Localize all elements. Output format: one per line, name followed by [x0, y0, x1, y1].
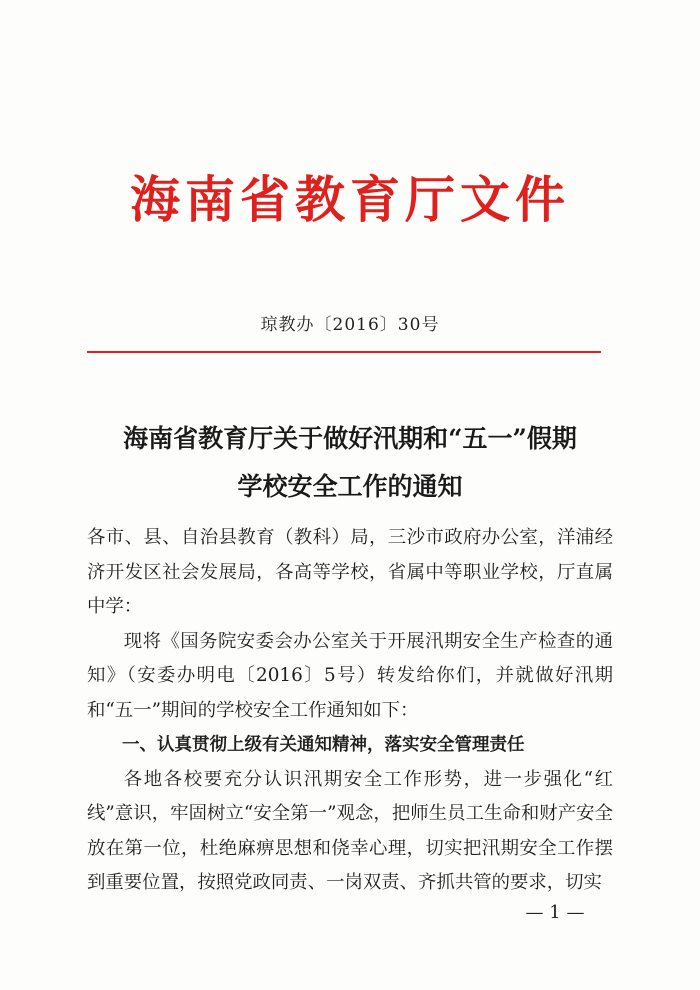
page-number: — 1 — [525, 902, 585, 923]
notice-title [0, 415, 700, 511]
issuing-authority-title: 海南省教育厅文件 [130, 170, 570, 229]
recipients-paragraph: 各市、县、自治县教育（教科）局，三沙市政府办公室，洋浦经济开发区社会发展局，各高等学校，省属中等职业学校，厅直属中学： [87, 527, 613, 617]
intro-paragraph: 现将《国务院安委会办公室关于开展汛期安全生产检查的通知》（安委办明电〔2016〕5号）转发给你们，并就做好汛期和“五一”期间的学校安全工作通知如下： [87, 630, 613, 721]
section-1-paragraph: 各地各校要充分认识汛期安全工作形势，进一步强化“红线”意识，牢固树立“安全第一”观念，把师生员工生命和财产安全放在第一位，杜绝麻痹思想和侥幸心理，切实把汛期安全工作摆到重要位置，按照党政同责、一岗双责、齐抓共管的要求，切实 [87, 768, 613, 893]
document-number: 琼教办〔2016〕30号 [260, 315, 440, 335]
section-1-heading: 一、认真贯彻上级有关通知精神，落实安全管理责任 [122, 735, 525, 755]
document-body [87, 521, 613, 901]
notice-title-line-2: 学校安全工作的通知 [237, 472, 463, 501]
red-separator-line [87, 351, 601, 353]
notice-title-line-1: 海南省教育厅关于做好汛期和“五一”假期 [123, 424, 577, 453]
